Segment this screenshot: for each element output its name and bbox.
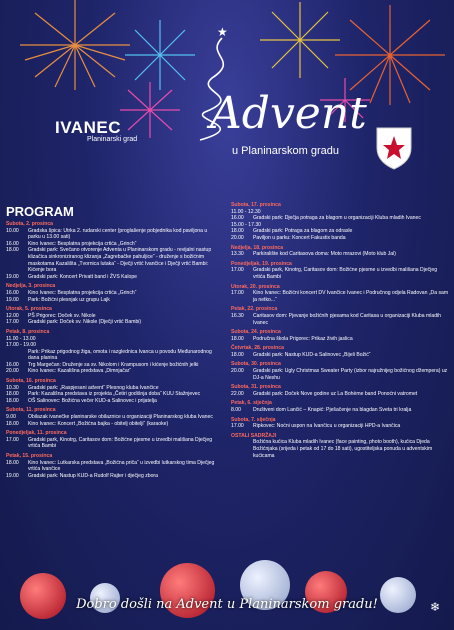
event-row xyxy=(6,368,220,375)
ornament-icon xyxy=(20,573,66,619)
event-description xyxy=(36,336,220,343)
event-row xyxy=(6,313,220,320)
event-description: Kino Ivanec: Božićni koncert DV Ivančice Ivanec i Područnog odjela Radovan „Da sam ja netko...“ xyxy=(253,290,449,303)
event-time: 15.00 - 17.30 xyxy=(231,221,262,228)
event-row xyxy=(231,215,449,222)
program-right-column xyxy=(231,199,449,459)
event-time xyxy=(231,439,253,459)
event-description: Božićna kućica Kluba mladih Ivanec (face painting, photo booth), kućica Djeda Božićnjaka (srijeda i petak od 17 do 18 sati), ugostiteljska ponuda u adventskim kućicama xyxy=(253,439,433,459)
brand-subtitle: Planinarski grad xyxy=(87,136,138,143)
event-description: Paviljon u parku: Koncert Fakustix banda xyxy=(253,234,346,241)
event-time: 18.00 xyxy=(6,397,19,404)
event-row xyxy=(231,439,449,459)
event-description: Kino Ivanec: Besplatna projekcija crtića „Grinch“ xyxy=(28,289,137,296)
event-description: Gradski park: Nastup KUD-a Rudolf Rajter i dječjeg zbora xyxy=(28,472,158,479)
event-description: Društveni dom Lančić – Knapić: Pješačenje na blagdan Sveta tri kralja xyxy=(253,407,412,414)
event-time: 18.00 xyxy=(231,351,244,358)
event-description: Gradski park, Kinotrg, Caritasov dom: Božićne pjesme u izvedbi mališana Dječjeg vrtića Bambi xyxy=(28,436,213,450)
event-row xyxy=(6,290,220,297)
event-description: Caritasov dom: Pjevanje božićnih pjesama kod Caritasa u organizaciji Kluba mladih Ivanec xyxy=(253,312,441,326)
event-time: 16.30 xyxy=(231,312,244,319)
event-row xyxy=(6,336,220,343)
day-heading: Subota, 31. prosinca xyxy=(231,384,281,391)
event-time: 17.00 xyxy=(231,267,244,274)
event-time: 16.00 xyxy=(6,289,19,296)
event-time xyxy=(6,349,28,362)
event-time: 10.00 xyxy=(6,227,19,234)
event-row xyxy=(6,414,220,421)
event-row xyxy=(6,247,220,273)
event-description xyxy=(36,342,220,349)
event-time: 18.00 xyxy=(6,459,19,466)
day-heading: Petak, 15. prosinca xyxy=(6,453,53,459)
event-description: Gradski park: „Raspjesani advent“ Plesnog kluba Ivančice xyxy=(28,384,159,391)
event-time: 8.00 xyxy=(231,407,241,414)
event-time: 13.30 xyxy=(231,251,244,258)
event-row xyxy=(231,352,449,359)
event-time: 19.00 xyxy=(6,472,19,479)
event-time: 18.00 xyxy=(6,391,19,398)
day-heading: Utorak, 20. prosinca xyxy=(231,283,280,290)
event-description: Park: Prikaz prigodnog žiga, omota i razglednica Ivanca u povodu Međunarodnog dana planina xyxy=(28,348,212,362)
event-row xyxy=(231,368,449,381)
event-row xyxy=(6,349,220,362)
event-description: Park: Kazališna predstava iz projekta „Četiri godišnja doba“ KUU Stažnjevec xyxy=(28,391,201,398)
event-description: Gradska špica: Utrka 2. rudarski center (proglašenje pobjednika kod paviljona u parku u 13.00 sati) xyxy=(28,227,208,241)
event-row xyxy=(6,362,220,369)
event-row xyxy=(231,391,449,398)
day-heading: Petak, 6. siječnja xyxy=(231,400,272,407)
event-time: 16.00 xyxy=(6,240,19,247)
event-time: 10.30 xyxy=(6,384,19,391)
day-heading: Utorak, 5. prosinca xyxy=(6,306,52,313)
advent-title: Advent xyxy=(210,88,367,139)
event-row xyxy=(231,407,449,414)
event-description: Kino Ivanec: Besplatna projekcija crtića „Grinch“ xyxy=(28,240,137,247)
event-row xyxy=(231,222,449,229)
event-row xyxy=(6,421,220,428)
event-description: Gradski park: Dječja potraga za blagom u organizaciji Kluba mladih Ivanec xyxy=(253,215,421,222)
day-heading: Ponedjeljak, 11. prosinca xyxy=(6,430,67,437)
event-time: 11.00 - 13.00 xyxy=(6,335,36,342)
event-time: 19.00 xyxy=(6,273,19,280)
day-heading: Subota, 7. siječnja xyxy=(231,416,276,423)
advent-subtitle: u Planinarskom gradu xyxy=(232,145,340,157)
ornaments-decoration xyxy=(0,555,454,630)
event-time: 18.00 xyxy=(231,335,244,342)
event-row xyxy=(231,235,449,242)
welcome-footer: Dobro došli na Advent u Planinarskom gradu! xyxy=(76,597,378,612)
event-time: 11.00 - 12.30 xyxy=(231,208,261,215)
day-heading: Četvrtak, 28. prosinca xyxy=(231,345,284,352)
svg-text:★: ★ xyxy=(217,25,228,39)
event-description: Trg Margečan: Druženje sa sv. Nikolom i Krampusom i kićenje božićnih jelki xyxy=(28,361,199,368)
day-heading: Subota, 16. prosinca xyxy=(6,378,56,385)
event-time: 18.00 xyxy=(6,420,19,427)
event-row xyxy=(6,460,220,473)
event-time: 16.00 xyxy=(231,215,244,222)
event-time: 16.00 xyxy=(6,361,19,368)
day-heading: Subota, 17. prosinca xyxy=(231,202,281,208)
program-left-column xyxy=(6,218,220,479)
event-description: Gradski park: Nastup KUD-a Salinovec „Bijeli Božić“ xyxy=(253,351,371,358)
day-heading: Nedjelja, 3. prosinca xyxy=(6,283,56,290)
event-description xyxy=(261,222,449,229)
event-row xyxy=(6,319,220,326)
event-description: Ripkovec: Noćni uspon na Ivančicu u organizaciji HPD-a Ivančica xyxy=(253,423,401,430)
event-row xyxy=(6,473,220,480)
event-row xyxy=(6,398,220,405)
event-description: Gradski park: Doček Nove godine uz La Bohème band Ponoćni vatromet xyxy=(253,390,418,397)
event-row xyxy=(231,313,449,326)
event-description: Područna škola Prigorec: Prikaz živih jaslica xyxy=(253,335,353,342)
event-row xyxy=(6,297,220,304)
event-time: 9.00 xyxy=(6,414,16,421)
day-heading: Petak, 22. prosinca xyxy=(231,306,278,313)
event-time: 18.00 xyxy=(6,247,19,254)
event-description: Obilazak ivanečke planinarske obilaznice u organizaciji Planinarskog kluba Ivanec xyxy=(28,414,213,421)
snowflake-icon: ❄ xyxy=(430,600,441,614)
event-row xyxy=(6,274,220,281)
event-row xyxy=(231,267,449,280)
day-heading: Subota, 2. prosinca xyxy=(6,221,53,227)
event-description: Parkiralište kod Caritasova doma: Moto mrazovi (Moto klub Jal) xyxy=(253,251,396,258)
event-row xyxy=(231,251,449,258)
event-time: 18.00 xyxy=(231,228,244,235)
event-row xyxy=(6,241,220,248)
coat-of-arms-icon xyxy=(375,126,413,175)
day-heading: Ponedjeljak, 19. prosinca xyxy=(231,260,292,267)
day-heading: Nedjelja, 18. prosinca xyxy=(231,244,284,251)
event-time: 17.00 xyxy=(231,423,244,430)
event-row xyxy=(231,209,449,216)
event-description: Gradski park, Kinotrg, Caritasov dom: Božićne pjesme u izvedbi mališana Dječjeg vrtića Bambi xyxy=(253,267,438,280)
event-row xyxy=(6,228,220,241)
day-heading: Subota, 24. prosinca xyxy=(231,329,281,336)
event-row xyxy=(231,336,449,343)
day-heading: Petak, 8. prosinca xyxy=(6,328,50,335)
event-time: 17.00 xyxy=(6,319,19,326)
program-heading: PROGRAM xyxy=(6,204,74,219)
event-row xyxy=(231,290,449,303)
event-row xyxy=(6,437,220,450)
event-time: 20.00 xyxy=(231,234,244,241)
event-description: Gradski park: Potraga za blagom za odrasle xyxy=(253,228,353,235)
event-row xyxy=(6,342,220,349)
event-time: 12.00 xyxy=(6,312,19,319)
event-row xyxy=(231,228,449,235)
event-description: Gradski park: Svečano otvorenje Adventa u Planinarskom gradu - revijalni nastup klizačica sinkroniziranog klizanja „Zagrebačke pahuljice“ - druženje s božićnim maskotama Kazališta „Tvornica lutaka“ - Dječji vrtić Ivančice i Dječji vrtić Bambi: Kićenje bora xyxy=(28,247,212,274)
event-description xyxy=(261,209,449,216)
event-description: Park: Božićni plesnjak uz grupu Lajk xyxy=(28,296,110,303)
event-time: 17.00 xyxy=(6,436,19,443)
brand-name: IVANEC xyxy=(55,118,121,137)
event-time: 20.00 xyxy=(6,368,19,375)
event-description: Gradski park: Ugly Christmas Sweater Party (izbor najružnijeg božićnog džempera) uz DJ-a Neshu xyxy=(253,368,448,381)
event-time: 17.00 xyxy=(231,290,244,297)
day-heading: Subota, 30. prosinca xyxy=(231,361,281,368)
event-row xyxy=(231,423,449,430)
event-row xyxy=(6,391,220,398)
event-time: 22.00 xyxy=(231,390,244,397)
day-heading: Subota, 11. prosinca xyxy=(6,407,56,414)
event-time: 17.00 - 19.00 xyxy=(6,342,37,349)
event-description: Kino Ivanec: Lutkarska predstava „Božićna priča“ u izvedbi lutkarskog tima Dječjeg vrtića Ivančice xyxy=(28,459,215,473)
event-description: PŠ Prigorec: Doček sv. Nikole xyxy=(28,312,96,319)
event-description: OŠ Salinovec: Božićna večer KUD-a Salinovec i prijatelja xyxy=(28,397,157,404)
event-time: 20.00 xyxy=(231,368,244,375)
event-time: 19.00 xyxy=(6,296,19,303)
event-description: Gradski park: Doček sv. Nikole (Dječji vrtić Bambi) xyxy=(28,319,142,326)
event-description: Kino Ivanec: Kazališna predstava „Dimnjačar“ xyxy=(28,368,132,375)
event-description: Gradski park: Koncert Privatt band i ŽVS Kalope xyxy=(28,273,138,280)
ivanec-logo xyxy=(55,118,137,143)
day-heading: OSTALI SADRŽAJI xyxy=(231,432,277,439)
event-description: Kino Ivanec: Koncert „Božićna bajka - obitelj obitelji“ (karaoke) xyxy=(28,420,169,427)
